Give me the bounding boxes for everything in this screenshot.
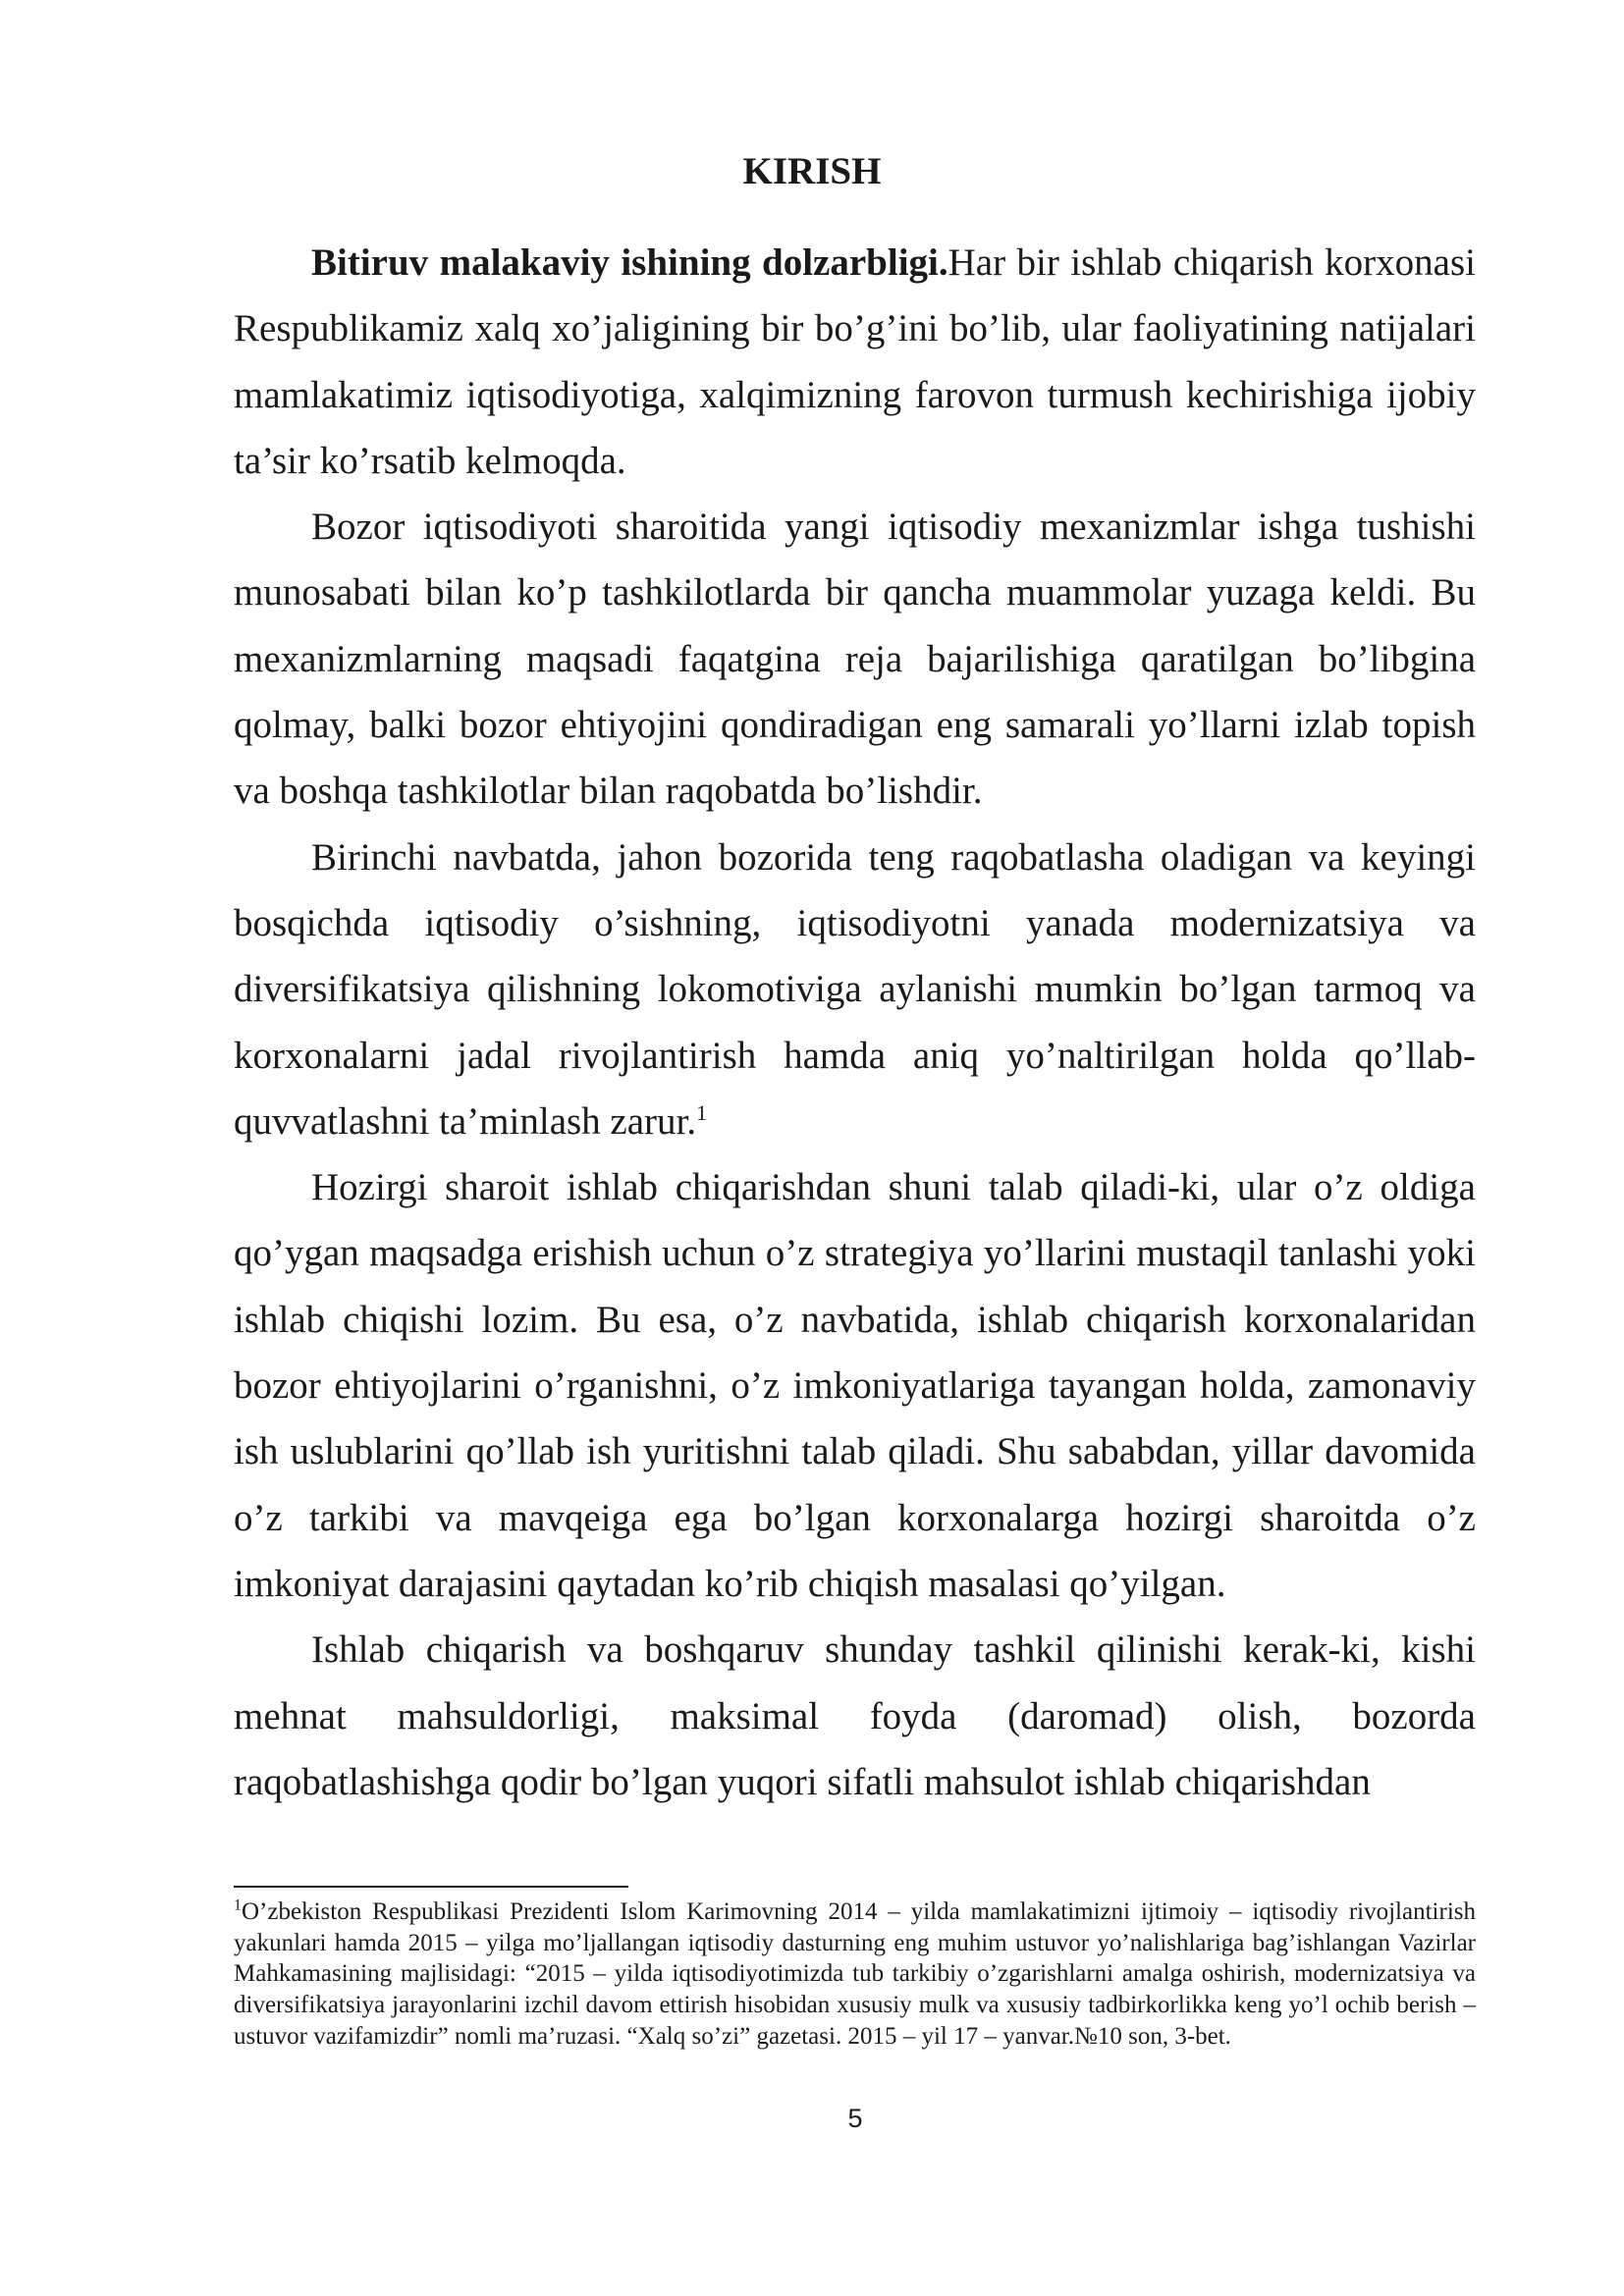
- footnote-separator: [234, 1886, 628, 1888]
- paragraph-4: [234, 1154, 1476, 1617]
- heading-text: KIRISH: [742, 150, 882, 192]
- body-text: [234, 230, 1476, 1815]
- paragraph-text: Hozirgi sharoit ishlab chiqarishdan shuni talab qiladi-ki, ular o’z oldiga qo’ygan maqsadga erishish uchun o’z strategiya yo’llarini mustaqil tanlashi yoki ishlab chiqishi lozim. Bu esa, o’z navbatida, ishlab chiqarish korxonalaridan bozor ehtiyojlarini o’rganishni, o’z imkoniyatlariga tayangan holda, zamonaviy ish uslublarini qo’llab ish yuritishni talab qiladi. Shu sababdan, yillar davomida o’z tarkibi va mavqeiga ega bo’lgan korxonalarga hozirgi sharoitda o’z imkoniyat darajasini qaytadan ko’rib chiqish masalasi qo’yilgan.: [234, 1166, 1476, 1605]
- footnote-reference[interactable]: 1: [696, 1099, 708, 1125]
- footnote-marker: 1: [234, 1896, 242, 1914]
- paragraph-3: [234, 825, 1476, 1154]
- paragraph-2: [234, 494, 1476, 824]
- footnote-text: O’zbekiston Respublikasi Prezidenti Islom Karimovning 2014 – yilda mamlakatimizni ijtimoiy – iqtisodiy rivojlantirish yakunlari hamda 2015 – yilga mo’ljallangan iqtisodiy dasturning eng muhim ustuvor yo’nalishlariga bag’ishlangan Vazirlar Mahkamasining majlisidagi: “2015 – yilda iqtisodiyotimizda tub tarkibiy o’zgarishlarni amalga oshirish, modernizatsiya va diversifikatsiya jarayonlarini izchil davom ettirish hisobidan xususiy mulk va xususiy tadbirkorlikka keng yo’l ochib berish – ustuvor vazifamizdir” nomli ma’ruzasi. “Xalq so’zi” gazetasi. 2015 – yil 17 – yanvar.№10 son, 3-bet.: [234, 1898, 1476, 2050]
- paragraph-text: Ishlab chiqarish va boshqaruv shunday tashkil qilinishi kerak-ki, kishi mehnat mahsuldorligi, maksimal foyda (daromad) olish, bozorda raqobatlashishga qodir bo’lgan yuqori sifatli mahsulot ishlab chiqarishdan: [234, 1629, 1476, 1803]
- paragraph-5: [234, 1617, 1476, 1815]
- page-number: 5: [847, 2104, 863, 2133]
- paragraph-lead-bold: Bitiruv malakaviy ishining dolzarbligi.: [311, 241, 948, 284]
- paragraph-text: Birinchi navbatda, jahon bozorida teng raqobatlasha oladigan va keyingi bosqichda iqtisodiy o’sishning, iqtisodiyotni yanada modernizatsiya va diversifikatsiya qilishning lokomotiviga aylanishi mumkin bo’lgan tarmoq va korxonalarni jadal rivojlantirish hamda aniq yo’naltirilgan holda qo’llab-quvvatlashni ta’minlash zarur.: [234, 835, 1476, 1143]
- paragraph-1: [234, 230, 1476, 494]
- paragraph-text: Har bir ishlab chiqarish korxonasi Respublikamiz xalq xo’jaligining bir bo’g’ini bo’lib, ular faoliyatining natijalari mamlakatimiz iqtisodiyotiga, xalqimizning farovon turmush kechirishiga ijobiy ta’sir ko’rsatib kelmoqda.: [234, 241, 1476, 482]
- footnote: [234, 1896, 1476, 2053]
- paragraph-text: Bozor iqtisodiyoti sharoitida yangi iqtisodiy mexanizmlar ishga tushishi munosabati bilan ko’p tashkilotlarda bir qancha muammolar yuzaga keldi. Bu mexanizmlarning maqsadi faqatgina reja bajarilishiga qaratilgan bo’libgina qolmay, balki bozor ehtiyojini qondiradigan eng samarali yo’llarni izlab topish va boshqa tashkilotlar bilan raqobatda bo’lishdir.: [234, 506, 1476, 813]
- page-heading: [82, 149, 1542, 193]
